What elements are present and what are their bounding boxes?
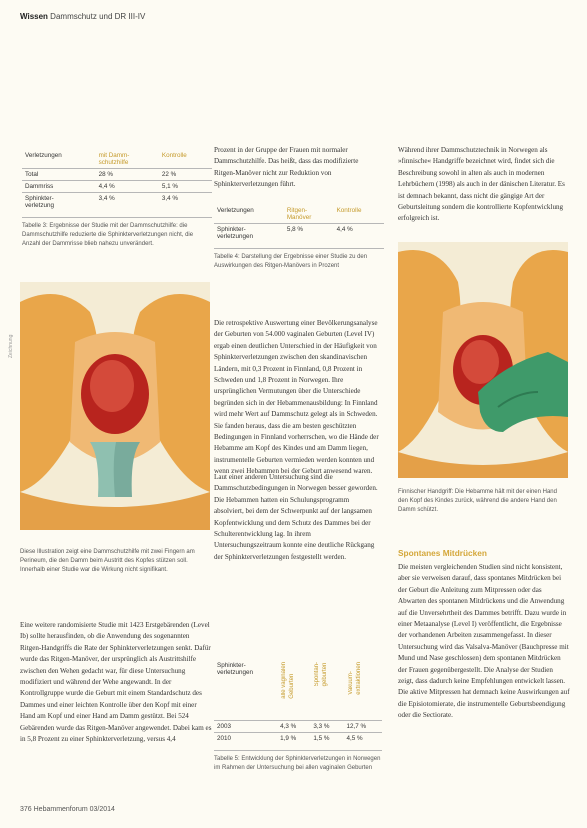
table2-header: Verletzungen: [214, 205, 284, 224]
table3-header: alle vaginalen Geburten: [281, 662, 296, 699]
table-row: [214, 733, 382, 745]
table-cell: 2010: [214, 733, 277, 745]
illustration-1-drawing: [20, 282, 210, 530]
birth-illustration-2: [398, 242, 568, 478]
table-cell: 2003: [214, 721, 277, 733]
table-cell: 3,4 %: [96, 193, 159, 212]
table-cell: 5,8 %: [284, 224, 334, 243]
table-cell: 4,4 %: [96, 181, 159, 193]
birth-illustration-1: [20, 282, 210, 530]
table2-header: Ritgen- Manöver: [284, 205, 334, 224]
figure1-caption: Diese Illustration zeigt eine Dammschutzhilfe mit zwei Fingern am Perineum, die den Damm beim Austritt des Kopfes stützen soll. Innerhalb einer Studie war die Wirkung nicht signifikant.: [20, 549, 195, 573]
figure1-credit: Zeichnung: [8, 334, 14, 358]
page-footer: 376 Hebammenforum 03/2014: [20, 806, 115, 813]
section-heading: Spontanes Mitdrücken: [398, 548, 487, 558]
column-2-body: Die retrospektive Auswertung einer Bevölkerungsanalyse der Geburten von 54.000 vaginalen Geburten (Level IV) ergab einen deutlichen Unterschied in der Häufigkeit von Sphinkterverletzungen zwischen den skandinavischen Ländern, mit 0,3 Prozent in Finnland, 0,8 Prozent in Schweden und 1,8 Prozent in Norwegen. Ihre ursprünglichen Vermutungen über die Unterschiede begründen sich in der Hebammenausbildung: In Finnland wird mehr Wert auf Dammschutz gelegt als in Schweden. Sie fanden heraus, dass die am besten geschützten Bedingungen in Finnland vorherrschen, wo die Hände der Hebamme am Kopf des Kindes und am Damm liegen, instrumentelle Geburten vermieden werden konnten und wenn zwei Hebammen bei der Geburt anwesend waren.: [214, 319, 379, 476]
header-title: Dammschutz und DR III-IV: [50, 12, 146, 21]
table-cell: 3,3 %: [310, 721, 343, 733]
table-row: [214, 721, 382, 733]
table3-header: Sphinkter- verletzungen: [214, 660, 277, 721]
table-cell: Sphinkter- verletzungen: [214, 224, 284, 243]
table-row: [22, 193, 212, 212]
column-2-intro: Prozent in der Gruppe der Frauen mit normaler Dammschutzhilfe. Das heißt, dass das modifizierte Ritgen-Manöver nicht zur Reduktion von Sphinkterverletzungen führt.: [214, 146, 359, 189]
table-1: [22, 150, 212, 249]
column-3-intro: Während ihrer Dammschutztechnik in Norwegen als »finnische« Handgriffe bezeichnet wird, findet sich die Beschreibung sowohl in alten als auch in modernen Lehrbüchern (1998) als auch in der dänischen Literatur. Es ist demnach bekannt, dass nicht die gängige Art der Geburtsleitung sondern die kontrollierte Kopfentwicklung erfolgreich ist.: [398, 146, 565, 223]
table-cell: 5,1 %: [159, 181, 212, 193]
table-cell: 4,3 %: [277, 721, 310, 733]
table-cell: 3,4 %: [159, 193, 212, 212]
table-cell: 4,5 %: [344, 733, 382, 745]
illustration-2-drawing: [398, 242, 568, 478]
table3-caption: Tabelle 5: Entwicklung der Sphinkterverletzungen in Norwegen im Rahmen der Untersuchung bei allen vaginalen Geburten: [214, 750, 382, 773]
table-row: [22, 169, 212, 181]
header-section: Wissen: [20, 12, 48, 21]
column-2-body-continued: Laut einer anderen Untersuchung sind die Dammschutzbedingungen in Norwegen besser geworden. Die Hebammen hatten ein Schulungsprogramm absolviert, bei dem der Schwerpunkt auf der langsamen Kopfentwicklung und dem Schutz des Dammes bei der Schulterentwicklung lag. In ihrem Untersuchungszeitraum konnte eine deutliche Rückgang der Sphinkterverletzungen festgestellt werden.: [214, 473, 378, 561]
table3-header: Spontan- geburten: [314, 662, 329, 687]
table-cell: 1,9 %: [277, 733, 310, 745]
table-row: [22, 181, 212, 193]
table-2: [214, 205, 384, 271]
table-cell: 1,5 %: [310, 733, 343, 745]
table3-header: Vakuum- extraktionen: [347, 662, 362, 695]
table1-header: Verletzungen: [22, 150, 96, 169]
table2-header: Kontrolle: [334, 205, 384, 224]
table-cell: Dammriss: [22, 181, 96, 193]
column-3-body: Die meisten vergleichenden Studien sind nicht konsistent, aber sie verweisen darauf, dass spontanes Mitdrücken bei der Geburt die Anleitung zum Mitpressen oder das Abwarten des spontanen Mitdrückens und die Anwendung auf die Unversehrtheit des Dammes betrifft. Dazu wurde in einer Metaanalyse (Level I) veröffentlicht, die Ergebnisse der vorhandenen Arbeiten zusammengefasst. In dieser Untersuchung wird das Valsalva-Manöver (Bauchpresse mit Mund und Nase geschlossen) dem spontanen Mitdrücken der Frauen gegenübergestellt. Die Analyse der Studien zeigt, dass dadurch keine Empfehlungen entwickelt lassen. Die aktive Mitpressen hat demnach keine Auswirkungen auf die Episiotomierate, die instrumentelle Geburtsbeendigung oder die Sectiorate.: [398, 563, 570, 720]
table-cell: 12,7 %: [344, 721, 382, 733]
table-cell: 4,4 %: [334, 224, 384, 243]
table1-header: mit Damm- schutzhilfe: [96, 150, 159, 169]
table-row: [214, 224, 384, 243]
running-header: [20, 12, 145, 21]
table-cell: 22 %: [159, 169, 212, 181]
table-cell: 28 %: [96, 169, 159, 181]
table-3: [214, 660, 382, 773]
column-1-body: Eine weitere randomisierte Studie mit 1423 Erstgebärenden (Level Ib) sollte herausfinden, ob die Anwendung des sogenannten Ritgen-Handgriffs die Rate der Sphinkterverletzungen senkt. Dafür wurde das Ritgen-Manöver, der ursprünglich als Austrittshilfe zwischen den Wehen gedacht war, für diese Untersuchung modifiziert und während der Wehe angewandt. In der Kontrollgruppe wurde die Geburt mit einem Standardschutz des Dammes und einer leichten Kontrolle über den Kopf mit einer Hand am Kopf und einer Hand am Damm gestützt. Bei 524 Gebärenden wurde das Ritgen-Manöver angewendet. Dabei kam es in 5,8 Prozent zu einer Sphinkterverletzung, versus 4,4: [20, 621, 212, 744]
table-cell: Sphinkter- verletzung: [22, 193, 96, 212]
table-cell: Total: [22, 169, 96, 181]
table1-caption: Tabelle 3: Ergebnisse der Studie mit der Dammschutzhilfe: die Dammschutzhilfe reduzierte die Sphinkterverletzungen nicht, die Anzahl der Dammrisse blieb nahezu unverändert.: [22, 217, 212, 249]
figure2-caption: Finnischer Handgriff: Die Hebamme hält mit der einen Hand den Kopf des Kindes zurück, während die andere Hand den Damm schützt.: [398, 489, 557, 513]
table1-header: Kontrolle: [159, 150, 212, 169]
table2-caption: Tabelle 4: Darstellung der Ergebnisse einer Studie zu den Auswirkungen des Ritgen-Manövers in Prozent: [214, 248, 384, 271]
